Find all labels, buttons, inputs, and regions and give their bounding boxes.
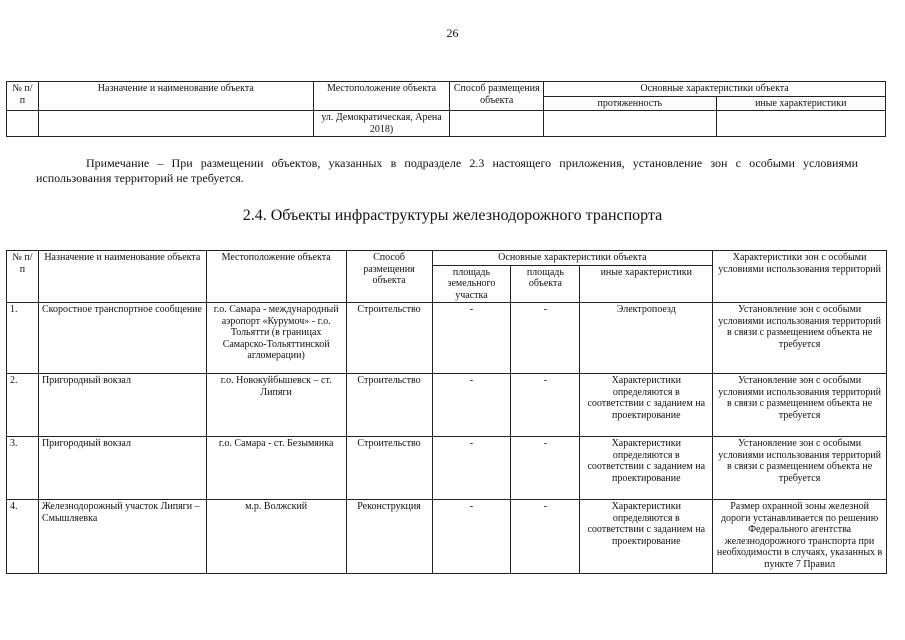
table-header-row [7, 251, 887, 266]
objects-table-continued [6, 81, 886, 137]
cell-zones: Установление зон с особыми условиями использования территорий в связи с размещением объекта не требуется [713, 303, 887, 374]
cell-zones: Установление зон с особыми условиями использования территорий в связи с размещением объекта не требуется [713, 374, 887, 437]
note-paragraph: Примечание – При размещении объектов, указанных в подразделе 2.3 настоящего приложения, установление зон с особыми условиями использования территорий не требуется. [36, 156, 858, 185]
cell-purpose: Скоростное транспортное сообщение [38, 303, 206, 374]
table-row [7, 437, 887, 500]
cell-method [450, 111, 544, 137]
header-location: Местоположение объекта [313, 82, 450, 111]
cell-location: м.р. Волжский [206, 500, 346, 574]
cell-other: Характеристики определяются в соответствии с заданием на проектирование [580, 374, 713, 437]
cell-purpose: Пригородный вокзал [38, 437, 206, 500]
cell-location: г.о. Самара - ст. Безымянка [206, 437, 346, 500]
header-zones: Характеристики зон с особыми условиями использования территорий [713, 251, 887, 303]
cell-num: 2. [7, 374, 39, 437]
cell-method: Строительство [346, 437, 432, 500]
header-num: № п/п [7, 251, 39, 303]
cell-location: г.о. Самара - международный аэропорт «Курумоч» - г.о. Тольятти (в границах Самарско-Тольяттинской агломерации) [206, 303, 346, 374]
table-row [7, 500, 887, 574]
cell-location: г.о. Новокуйбышевск – ст. Липяги [206, 374, 346, 437]
header-purpose: Назначение и наименование объекта [38, 251, 206, 303]
cell-other: Характеристики определяются в соответствии с заданием на проектирование [580, 500, 713, 574]
cell-zones: Размер охранной зоны железной дороги устанавливается по решению Федерального агентства железнодорожного транспорта при необходимости в случаях, указанных в пункте 7 Правил [713, 500, 887, 574]
table-row [7, 303, 887, 374]
cell-num [7, 111, 39, 137]
cell-purpose: Пригородный вокзал [38, 374, 206, 437]
cell-other: Электропоезд [580, 303, 713, 374]
header-other: иные характеристики [716, 96, 885, 111]
cell-num: 1. [7, 303, 39, 374]
cell-other [716, 111, 885, 137]
cell-zones: Установление зон с особыми условиями использования территорий в связи с размещением объекта не требуется [713, 437, 887, 500]
cell-object-area: - [511, 374, 580, 437]
header-method: Способ размещения объекта [450, 82, 544, 111]
page-number: 26 [446, 26, 459, 40]
header-main-characteristics: Основные характеристики объекта [432, 251, 713, 266]
cell-method: Строительство [346, 374, 432, 437]
cell-land-area: - [432, 303, 511, 374]
cell-length [544, 111, 716, 137]
header-object-area: площадь объекта [511, 265, 580, 303]
cell-object-area: - [511, 303, 580, 374]
cell-object-area: - [511, 437, 580, 500]
header-main-characteristics: Основные характеристики объекта [544, 82, 886, 97]
cell-location: ул. Демократическая, Арена 2018) [313, 111, 450, 137]
cell-method: Реконструкция [346, 500, 432, 574]
railway-objects-table [6, 250, 887, 574]
header-num: № п/п [7, 82, 39, 111]
table-row [7, 374, 887, 437]
cell-land-area: - [432, 374, 511, 437]
cell-purpose [38, 111, 313, 137]
cell-other: Характеристики определяются в соответствии с заданием на проектирование [580, 437, 713, 500]
table-row [7, 111, 886, 137]
header-location: Местоположение объекта [206, 251, 346, 303]
table-header-row [7, 82, 886, 97]
cell-num: 4. [7, 500, 39, 574]
cell-purpose: Железнодорожный участок Липяги –Смышляевка [38, 500, 206, 574]
header-purpose: Назначение и наименование объекта [38, 82, 313, 111]
header-length: протяженность [544, 96, 716, 111]
header-land-area: площадь земельного участка [432, 265, 511, 303]
cell-num: 3. [7, 437, 39, 500]
cell-land-area: - [432, 437, 511, 500]
cell-object-area: - [511, 500, 580, 574]
cell-land-area: - [432, 500, 511, 574]
section-title: 2.4. Объекты инфраструктуры железнодорожного транспорта [242, 207, 663, 224]
header-other: иные характеристики [580, 265, 713, 303]
header-method: Способ размещения объекта [346, 251, 432, 303]
cell-method: Строительство [346, 303, 432, 374]
